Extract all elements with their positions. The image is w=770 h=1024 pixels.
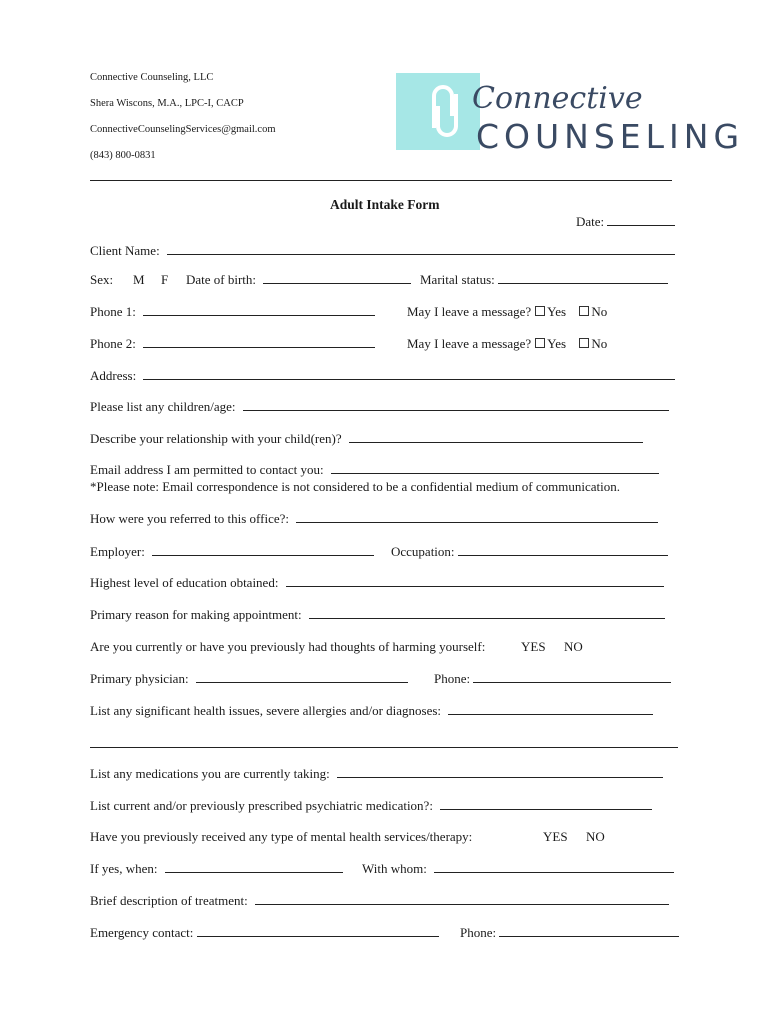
with-whom-row <box>362 861 674 877</box>
health-field[interactable] <box>448 703 653 715</box>
emergency-phone-row <box>460 925 679 941</box>
client-name-field[interactable] <box>167 243 675 255</box>
when-row <box>90 861 343 877</box>
date-row <box>576 214 675 230</box>
treatment-field[interactable] <box>255 893 669 905</box>
reason-label: Primary reason for making appointment: <box>90 607 302 622</box>
checkbox-no[interactable] <box>579 306 589 316</box>
health-row <box>90 703 653 719</box>
practice-phone: (843) 800-0831 <box>90 150 156 161</box>
physician-row <box>90 671 408 687</box>
emergency-row <box>90 925 439 941</box>
checkbox-no[interactable] <box>579 338 589 348</box>
form-title: Adult Intake Form <box>330 197 440 212</box>
phone2-field[interactable] <box>143 336 375 348</box>
marital-row <box>420 272 668 288</box>
physician-phone-label: Phone: <box>434 671 471 686</box>
education-field[interactable] <box>286 575 664 587</box>
employer-field[interactable] <box>152 544 374 556</box>
referred-label: How were you referred to this office?: <box>90 511 290 526</box>
when-label: If yes, when: <box>90 861 158 876</box>
medications-row <box>90 766 663 782</box>
connective-counseling-logo <box>396 68 745 156</box>
message-question: May I leave a message? <box>407 336 532 351</box>
harm-yes-option[interactable]: YES <box>521 639 546 654</box>
address-field[interactable] <box>143 368 675 380</box>
marital-field[interactable] <box>498 272 668 284</box>
psych-med-row <box>90 798 652 814</box>
dob-label: Date of birth: <box>186 272 257 287</box>
client-name-label: Client Name: <box>90 243 160 258</box>
logo-caps-text: COUNSELING <box>476 117 745 156</box>
yes-label: Yes <box>547 304 567 319</box>
harm-question: Are you currently or have you previously had thoughts of harming yourself: <box>90 639 486 654</box>
occupation-label: Occupation: <box>391 544 455 559</box>
dob-field[interactable] <box>263 272 411 284</box>
psych-med-field[interactable] <box>440 798 652 810</box>
treatment-label: Brief description of treatment: <box>90 893 248 908</box>
children-label: Please list any children/age: <box>90 399 236 414</box>
health-label: List any significant health issues, severe allergies and/or diagnoses: <box>90 703 442 718</box>
sex-m-option[interactable]: M <box>133 272 145 287</box>
client-name-row <box>90 243 675 259</box>
therapy-no-option[interactable]: NO <box>586 829 605 844</box>
treatment-row <box>90 893 669 909</box>
logo-script-text: Connective <box>472 81 643 116</box>
phone2-message-row <box>407 336 607 352</box>
emergency-phone-field[interactable] <box>499 925 679 937</box>
therapy-yes-option[interactable]: YES <box>543 829 568 844</box>
children-field[interactable] <box>243 399 669 411</box>
practice-name: Connective Counseling, LLC <box>90 72 214 83</box>
medications-label: List any medications you are currently taking: <box>90 766 330 781</box>
education-label: Highest level of education obtained: <box>90 575 279 590</box>
email-note: *Please note: Email correspondence is not considered to be a confidential medium of communication. <box>90 479 620 494</box>
physician-phone-field[interactable] <box>473 671 671 683</box>
referred-row <box>90 511 658 527</box>
header-divider <box>90 180 672 181</box>
reason-field[interactable] <box>309 607 665 619</box>
occupation-row <box>391 544 668 560</box>
yes-label: Yes <box>547 336 567 351</box>
sex-label: Sex: <box>90 272 114 287</box>
psych-med-label: List current and/or previously prescribed psychiatric medication?: <box>90 798 433 813</box>
relationship-field[interactable] <box>349 431 643 443</box>
with-whom-field[interactable] <box>434 861 674 873</box>
phone1-field[interactable] <box>143 304 375 316</box>
email-row <box>90 462 659 478</box>
marital-label: Marital status: <box>420 272 495 287</box>
medications-field[interactable] <box>337 766 663 778</box>
relationship-row <box>90 431 643 447</box>
physician-field[interactable] <box>196 671 408 683</box>
harm-no-option[interactable]: NO <box>564 639 583 654</box>
phone1-message-row <box>407 304 607 320</box>
reason-row <box>90 607 665 623</box>
children-row <box>90 399 669 415</box>
referred-field[interactable] <box>296 511 658 523</box>
dob-row <box>186 272 411 288</box>
no-label: No <box>591 304 608 319</box>
address-label: Address: <box>90 368 137 383</box>
occupation-field[interactable] <box>458 544 668 556</box>
employer-label: Employer: <box>90 544 145 559</box>
employer-row <box>90 544 374 560</box>
date-field[interactable] <box>607 214 675 226</box>
health-field-continued[interactable] <box>90 736 678 748</box>
email-label: Email address I am permitted to contact you: <box>90 462 324 477</box>
address-row <box>90 368 675 384</box>
no-label: No <box>591 336 608 351</box>
phone2-row <box>90 336 375 352</box>
clinician-name: Shera Wiscons, M.A., LPC-I, CACP <box>90 98 244 109</box>
practice-email: ConnectiveCounselingServices@gmail.com <box>90 124 276 135</box>
checkbox-yes[interactable] <box>535 338 545 348</box>
date-label: Date: <box>576 214 605 229</box>
emergency-field[interactable] <box>197 925 439 937</box>
when-field[interactable] <box>165 861 343 873</box>
relationship-label: Describe your relationship with your child(ren)? <box>90 431 342 446</box>
phone2-label: Phone 2: <box>90 336 136 351</box>
message-question: May I leave a message? <box>407 304 532 319</box>
emergency-phone-label: Phone: <box>460 925 497 940</box>
physician-phone-row <box>434 671 671 687</box>
with-whom-label: With whom: <box>362 861 427 876</box>
checkbox-yes[interactable] <box>535 306 545 316</box>
physician-label: Primary physician: <box>90 671 189 686</box>
emergency-label: Emergency contact: <box>90 925 194 940</box>
sex-f-option[interactable]: F <box>161 272 169 287</box>
therapy-question: Have you previously received any type of mental health services/therapy: <box>90 829 473 844</box>
education-row <box>90 575 664 591</box>
email-field[interactable] <box>331 462 659 474</box>
phone1-label: Phone 1: <box>90 304 136 319</box>
phone1-row <box>90 304 375 320</box>
